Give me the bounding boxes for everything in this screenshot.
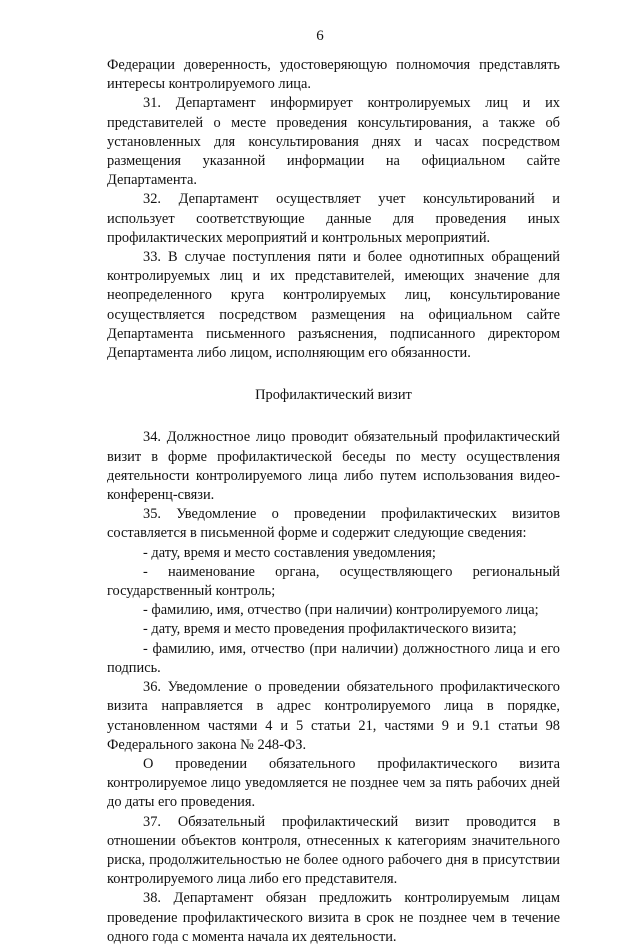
paragraph-33: 33. В случае поступления пяти и более однотипных обращений контролируемых лиц и их представителей, имеющих значение для неопределенного круга контролируемых лиц, консультирование осуществляется посредством размещения на официальном сайте Департамента письменного разъяснения, подписанного директором Департамента либо лицом, исполняющим его обязанности. (107, 249, 560, 362)
list-item: - дату, время и место проведения профилактического визита; (143, 621, 517, 638)
list-item: - дату, время и место составления уведомления; (143, 544, 436, 561)
paragraph-continuation: Федерации доверенность, удостоверяющую полномочия представлять интересы контролируемого лица. (107, 57, 560, 93)
list-item: - фамилию, имя, отчество (при наличии) контролируемого лица; (143, 602, 539, 619)
section-heading: Профилактический визит (255, 387, 412, 404)
paragraph-36: 36. Уведомление о проведении обязательного профилактического визита направляется в адрес контролируемого лица в порядке, установленном частями 4 и 5 статьи 21, частями 9 и 9.1 статьи 98 Федерального закона № 248-ФЗ. (107, 679, 560, 753)
paragraph-34: 34. Должностное лицо проводит обязательный профилактический визит в форме профилактической беседы по месту осуществления деятельности контролируемого лица либо путем использования видео-конференц-связи. (107, 429, 560, 504)
document-body (107, 56, 560, 947)
list-item: - фамилию, имя, отчество (при наличии) должностного лица и его подпись. (107, 640, 560, 676)
paragraph-38: 38. Департамент обязан предложить контролируемым лицам проведение профилактического визита в срок не позднее чем в течение одного года с момента начала их деятельности. (107, 890, 560, 945)
paragraph-37: 37. Обязательный профилактический визит проводится в отношении объектов контроля, отнесенных к категориям значительного риска, продолжительностью не более одного рабочего дня в присутствии контролируемого лица либо его представителя. (107, 813, 560, 888)
paragraph-35: 35. Уведомление о проведении профилактических визитов составляется в письменной форме и содержит следующие сведения: (107, 506, 560, 542)
list-item: - наименование органа, осуществляющего региональный государственный контроль; (107, 563, 560, 600)
paragraph-31: 31. Департамент информирует контролируемых лиц и их представителей о месте проведения консультирования, а также об установленных для консультирования днях и часах посредством размещения указанной информации на официальном сайте Департамента. (107, 95, 560, 189)
paragraph-32: 32. Департамент осуществляет учет консультирований и использует соответствующие данные для проведения иных профилактических мероприятий и контрольных мероприятий. (107, 191, 560, 246)
page-number: 6 (316, 28, 324, 44)
paragraph-36-notice: О проведении обязательного профилактического визита контролируемое лицо уведомляется не позднее чем за пять рабочих дней до даты его проведения. (107, 755, 560, 811)
